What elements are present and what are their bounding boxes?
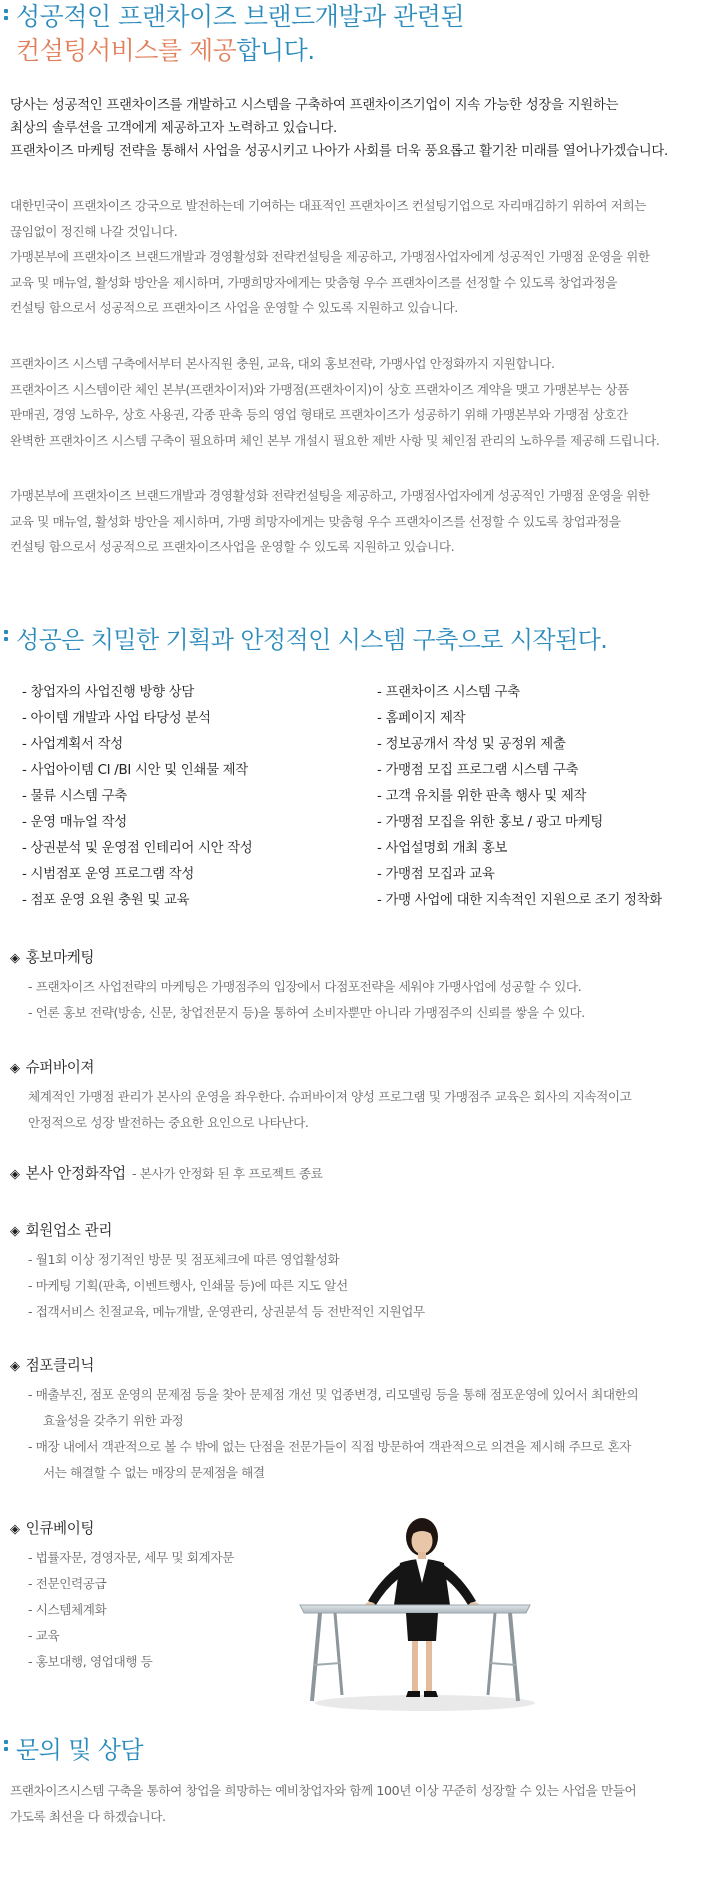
incubating-list [10, 1545, 234, 1675]
desk-leg [312, 1613, 320, 1701]
checklist-item: - 물류 시스템 구축 [22, 789, 127, 804]
incubating-title: 인큐베이팅 [25, 1520, 95, 1537]
section-title-success: 성공은 치밀한 기획과 안정적인 시스템 구축으로 시작된다. [16, 626, 608, 654]
body-paragraph-2 [10, 351, 710, 453]
body-line: 완벽한 프랜차이즈 시스템 구축이 필요하며 체인 본부 개설시 필요한 제반 사항 및 체인점 관리의 노하우를 제공해 드립니다. [10, 432, 660, 448]
promo-title: 홍보마케팅 [25, 949, 95, 966]
body-line: 가맹본부에 프랜차이즈 브랜드개발과 경영활성화 전략컨설팅을 제공하고, 가맹점사업자에게 성공적인 가맹점 운영을 위한 [10, 249, 650, 264]
promo-list [10, 974, 585, 1026]
clinic-heading [10, 1355, 638, 1378]
members-item: - 마케팅 기획(판촉, 이벤트행사, 인쇄물 등)에 따른 지도 알선 [28, 1278, 348, 1293]
body-paragraph-1 [10, 193, 710, 321]
right-shoe [424, 1691, 438, 1697]
supervisor-title: 슈퍼바이져 [25, 1059, 95, 1076]
clinic-item-line: - 매출부진, 점포 운영의 문제점 등을 찾아 문제점 개선 및 업종변경, 리모델링 등을 통해 점포운영에 있어서 최대한의 [28, 1387, 639, 1402]
members-title: 회원업소 관리 [25, 1222, 113, 1239]
diamond-bullet-icon: ◈ [10, 1224, 20, 1239]
checklist-item: - 가맹 사업에 대한 지속적인 지원으로 조기 정착화 [377, 893, 662, 908]
checklist-item: - 고객 유치를 위한 판촉 행사 및 제작 [377, 789, 587, 804]
left-leg [412, 1641, 418, 1691]
heading-marker-icon [4, 630, 9, 642]
checklist-item: - 아이템 개발과 사업 타당성 분석 [22, 711, 211, 726]
body-line: 컨설팅 함으로서 성공적으로 프랜차이즈 사업을 운영할 수 있도록 지원하고 있습니다. [10, 300, 458, 315]
supervisor-line: 안정적으로 성장 발전하는 중요한 요인으로 나타난다. [28, 1115, 309, 1130]
intro-paragraph [10, 94, 710, 163]
checklist-item: - 가맹점 모집을 위한 홍보 / 광고 마케팅 [377, 815, 603, 830]
diamond-bullet-icon: ◈ [10, 1522, 20, 1537]
promo-heading [10, 947, 585, 970]
intro-line: 당사는 성공적인 프랜차이즈를 개발하고 시스템을 구축하여 프랜차이즈기업이 지속 가능한 성장을 지원하는 [10, 98, 619, 113]
floor-shadow [315, 1695, 535, 1711]
diamond-bullet-icon: ◈ [10, 1061, 20, 1076]
body-line: 판매권, 경영 노하우, 상호 사용권, 각종 판촉 등의 영업 형태로 프랜차이즈가 성공하기 위해 가맹본부와 가맹점 상호간 [10, 407, 628, 422]
contact-title: 문의 및 상담 [16, 1736, 143, 1764]
promo-section [10, 947, 585, 1026]
checklist-item: - 가맹점 모집 프로그램 시스템 구축 [377, 763, 579, 778]
supervisor-section [10, 1057, 631, 1136]
desk-top [300, 1605, 530, 1613]
diamond-bullet-icon: ◈ [10, 951, 20, 966]
supervisor-line: 체계적인 가맹점 관리가 본사의 운영을 좌우한다. 슈퍼바이져 양성 프로그램 및 가맹점주 교육은 회사의 지속적이고 [28, 1089, 632, 1104]
incubating-item: - 시스템체계화 [28, 1602, 107, 1617]
incubating-item: - 홍보대행, 영업대행 등 [28, 1654, 153, 1669]
clinic-item-line: - 매장 내에서 객관적으로 볼 수 밖에 없는 단점을 전문가들이 직접 방문하여 객관적으로 의견을 제시해 주므로 혼자 [28, 1439, 632, 1454]
checklist-item: - 상권분석 및 운영점 인테리어 시안 작성 [22, 841, 253, 856]
incubating-item: - 법률자문, 경영자문, 세무 및 회계자문 [28, 1550, 234, 1565]
title-line-2 [16, 34, 464, 68]
body-line: 가맹본부에 프랜차이즈 브랜드개발과 경영활성화 전략컨설팅을 제공하고, 가맹점사업자에게 성공적인 가맹점 운영을 위한 [10, 488, 650, 503]
contact-line: 가도록 최선을 다 하겠습니다. [10, 1808, 166, 1824]
clinic-section [10, 1355, 638, 1486]
title-highlight: 컨설팅서비스를 제공 [16, 36, 237, 65]
clinic-title: 점포클리닉 [25, 1357, 95, 1374]
service-checklist [22, 680, 712, 914]
checklist-item: - 창업자의 사업진행 방향 상담 [22, 685, 194, 700]
skirt [406, 1613, 438, 1641]
body-line: 끊임없이 정진해 나갈 것입니다. [10, 223, 178, 239]
clinic-item-line: 서는 해결할 수 없는 매장의 문제점을 해결 [43, 1465, 265, 1480]
members-section [10, 1220, 425, 1325]
right-leg [426, 1641, 432, 1691]
members-item: - 월1회 이상 정기적인 방문 및 점포체크에 따른 영업활성화 [28, 1252, 340, 1267]
title-line-1: 성공적인 프랜차이즈 브랜드개발과 관련된 [16, 2, 465, 31]
stabilize-title: 본사 안정화작업 [25, 1165, 126, 1182]
contact-line: 프랜차이즈시스템 구축을 통하여 창업을 희망하는 예비창업자와 함께 100년 이상 꾸준히 성장할 수 있는 사업을 만들어 [10, 1783, 637, 1798]
incubating-section [10, 1518, 234, 1675]
incubating-heading [10, 1518, 234, 1541]
intro-line: 프랜차이즈 마케팅 전략을 통해서 사업을 성공시키고 나아가 사회를 더욱 풍요롭고 활기찬 미래를 열어나가겠습니다. [10, 144, 668, 159]
desk-leg [335, 1613, 342, 1695]
checklist-item: - 정보공개서 작성 및 공정위 제출 [377, 737, 566, 752]
stabilize-section [10, 1163, 322, 1186]
checklist-item: - 점포 운영 요원 충원 및 교육 [22, 893, 190, 908]
clinic-list [10, 1382, 638, 1486]
checklist-item: - 사업아이템 CI /BI 시안 및 인쇄물 제작 [22, 763, 248, 778]
clinic-item [28, 1382, 638, 1434]
promo-item: - 프랜차이즈 사업전략의 마케팅은 가맹점주의 입장에서 다점포전략을 세워야 가맹사업에 성공할 수 있다. [28, 979, 582, 994]
incubating-item: - 전문인력공급 [28, 1576, 107, 1591]
body-line: 프랜차이즈 시스템 구축에서부터 본사직원 충원, 교육, 대외 홍보전략, 가맹사업 안정화까지 지원합니다. [10, 356, 555, 371]
intro-line: 최상의 솔루션을 고객에게 제공하고자 노력하고 있습니다. [10, 121, 337, 136]
checklist-item: - 사업계획서 작성 [22, 737, 123, 752]
body-line: 교육 및 매뉴얼, 활성화 방안을 제시하며, 가맹 희망자에게는 맞춤형 우수 프랜차이즈를 선정할 수 있도록 창업과정을 [10, 513, 621, 529]
desk-leg [510, 1613, 518, 1701]
heading-marker-icon [4, 1740, 9, 1752]
members-heading [10, 1220, 425, 1243]
desk-brace [490, 1663, 516, 1665]
promo-item: - 언론 홍보 전략(방송, 신문, 창업전문지 등)을 통하여 소비자뿐만 아니라 가맹점주의 신뢰를 쌓을 수 있다. [28, 1005, 585, 1020]
checklist-item: - 프랜차이즈 시스템 구축 [377, 685, 520, 700]
stabilize-note: - 본사가 안정화 된 후 프로젝트 종료 [131, 1166, 323, 1181]
checklist-right [377, 680, 662, 914]
supervisor-heading [10, 1057, 631, 1080]
checklist-item: - 홈페이지 제작 [377, 711, 466, 726]
body-line: 대한민국이 프랜차이즈 강국으로 발전하는데 기여하는 대표적인 프랜차이즈 컨설팅기업으로 자리매김하기 위하여 저희는 [10, 198, 647, 213]
body-line: 컨설팅 함으로서 성공적으로 프랜차이즈사업을 운영할 수 있도록 지원하고 있습니다. [10, 539, 455, 554]
stabilize-heading [10, 1163, 322, 1186]
body-line: 교육 및 매뉴얼, 활성화 방안을 제시하며, 가맹희망자에게는 맞춤형 우수 프랜차이즈를 선정할 수 있도록 창업과정을 [10, 274, 618, 290]
page-title [16, 0, 464, 68]
clinic-item [28, 1434, 638, 1486]
body-paragraph-3 [10, 483, 710, 560]
members-item: - 접객서비스 친절교육, 메뉴개발, 운영관리, 상권분석 등 전반적인 지원업무 [28, 1304, 425, 1319]
neck [418, 1552, 426, 1560]
checklist-item: - 가맹점 모집과 교육 [377, 867, 495, 882]
checklist-item: - 운영 매뉴얼 작성 [22, 815, 127, 830]
checklist-item: - 시범점포 운영 프로그램 작성 [22, 867, 194, 882]
contact-paragraph [10, 1778, 710, 1829]
checklist-left [22, 680, 377, 914]
body-line: 프랜차이즈 시스템이란 체인 본부(프랜차이저)와 가맹점(프랜차이지)이 상호 프랜차이즈 계약을 맺고 가맹본부는 상품 [10, 381, 629, 397]
checklist-item: - 사업설명회 개최 홍보 [377, 841, 508, 856]
clinic-item-line: 효율성을 갖추기 위한 과정 [43, 1413, 184, 1428]
incubating-item: - 교육 [28, 1628, 60, 1643]
left-shoe [406, 1691, 420, 1697]
diamond-bullet-icon: ◈ [10, 1359, 20, 1374]
heading-marker-icon [4, 9, 9, 21]
title-rest: 합니다. [236, 36, 315, 65]
diamond-bullet-icon: ◈ [10, 1167, 20, 1182]
supervisor-text [28, 1084, 631, 1136]
businesswoman-desk-illustration [290, 1505, 540, 1715]
desk-leg [488, 1613, 495, 1695]
members-list [10, 1247, 425, 1325]
desk-brace [314, 1663, 340, 1665]
